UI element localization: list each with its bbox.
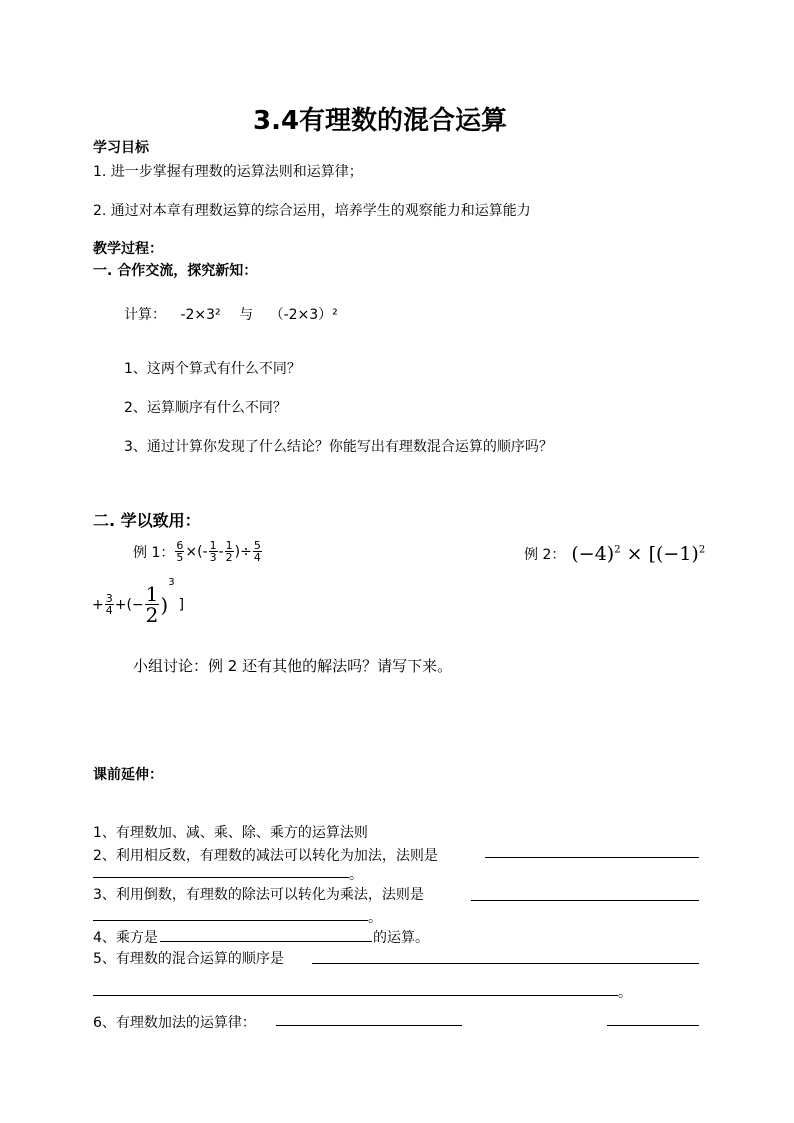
- fraction-1-3: $\frac{1}{3}$: [209, 539, 217, 564]
- question-item: 1、这两个算式有什么不同？: [124, 361, 301, 377]
- period: 。: [349, 867, 363, 883]
- question-item: 3、通过计算你发现了什么结论？你能写出有理数混合运算的顺序吗？: [124, 439, 553, 455]
- extension-item: 1、有理数加、减、乘、除、乘方的运算法则: [93, 825, 368, 841]
- calc-label: 计算：: [124, 307, 166, 323]
- example-2: 例 2： $(-4)^2 \times [(-1)^2$: [524, 543, 706, 565]
- fraction-5-4: $\frac{5}{4}$: [253, 539, 261, 564]
- fraction-1-2: $\frac{1}{2}$: [225, 539, 233, 564]
- period: 。: [618, 985, 632, 1001]
- extension-item: 4、乘方是: [93, 930, 158, 946]
- blank-line: [276, 1025, 462, 1026]
- example-2-label: 例 2：: [524, 547, 566, 563]
- extension-heading: 课前延伸：: [93, 767, 163, 783]
- example-1-label: 例 1：: [133, 544, 175, 561]
- objective-item: 2. 通过对本章有理数运算的综合运用，培养学生的观察能力和运算能力: [93, 203, 531, 219]
- fraction-1-2-large: $\frac{1}{2}$: [145, 582, 159, 627]
- objective-item: 1. 进一步掌握有理数的运算法则和运算律；: [93, 164, 363, 180]
- extension-item: 6、有理数加法的运算律：: [93, 1015, 256, 1031]
- expr-2: （-2×3）²: [269, 307, 338, 323]
- extension-item: 2、利用相反数，有理数的减法可以转化为加法，法则是: [93, 848, 438, 864]
- blank-line: [471, 900, 699, 901]
- blank-line: [607, 1025, 699, 1026]
- objectives-heading: 学习目标: [93, 140, 149, 156]
- expr-1: -2×3²: [180, 307, 221, 323]
- calc-line: [124, 304, 338, 324]
- fraction-3-4: $\frac{3}{4}$: [105, 592, 113, 617]
- blank-line: [93, 995, 618, 996]
- page-title: 3.4有理数的混合运算: [253, 106, 508, 136]
- discussion-text: 小组讨论：例 2 还有其他的解法吗？请写下来。: [133, 657, 453, 675]
- section1-heading: 一. 合作交流，探究新知：: [93, 263, 258, 279]
- blank-line: [485, 857, 699, 858]
- blank-line: [312, 963, 699, 964]
- example-2-continued: + $\frac{3}{4}$ +(− $\frac{1}{2}$ ) $^3$ ]: [92, 577, 185, 627]
- process-heading: 教学过程：: [93, 241, 163, 257]
- example-1: 例 1： $\frac{6}{5}$ ×(- $\frac{1}{3}$ - $\frac{1}{2}$ )÷ $\frac{5}{4}$: [133, 539, 261, 564]
- period: 。: [368, 910, 382, 926]
- extension-item: 3、利用倒数，有理数的除法可以转化为乘法，法则是: [93, 887, 424, 903]
- fraction-6-5: $\frac{6}{5}$: [176, 539, 184, 564]
- blank-line: [93, 920, 368, 921]
- blank-line: [93, 877, 349, 878]
- extension-item: 5、有理数的混合运算的顺序是: [93, 951, 284, 967]
- question-item: 2、运算顺序有什么不同？: [124, 400, 287, 416]
- blank-line: [160, 941, 372, 942]
- connector: 与: [239, 307, 254, 323]
- extension-item-suffix: 的运算。: [373, 930, 429, 946]
- section2-heading: 二. 学以致用：: [93, 511, 201, 530]
